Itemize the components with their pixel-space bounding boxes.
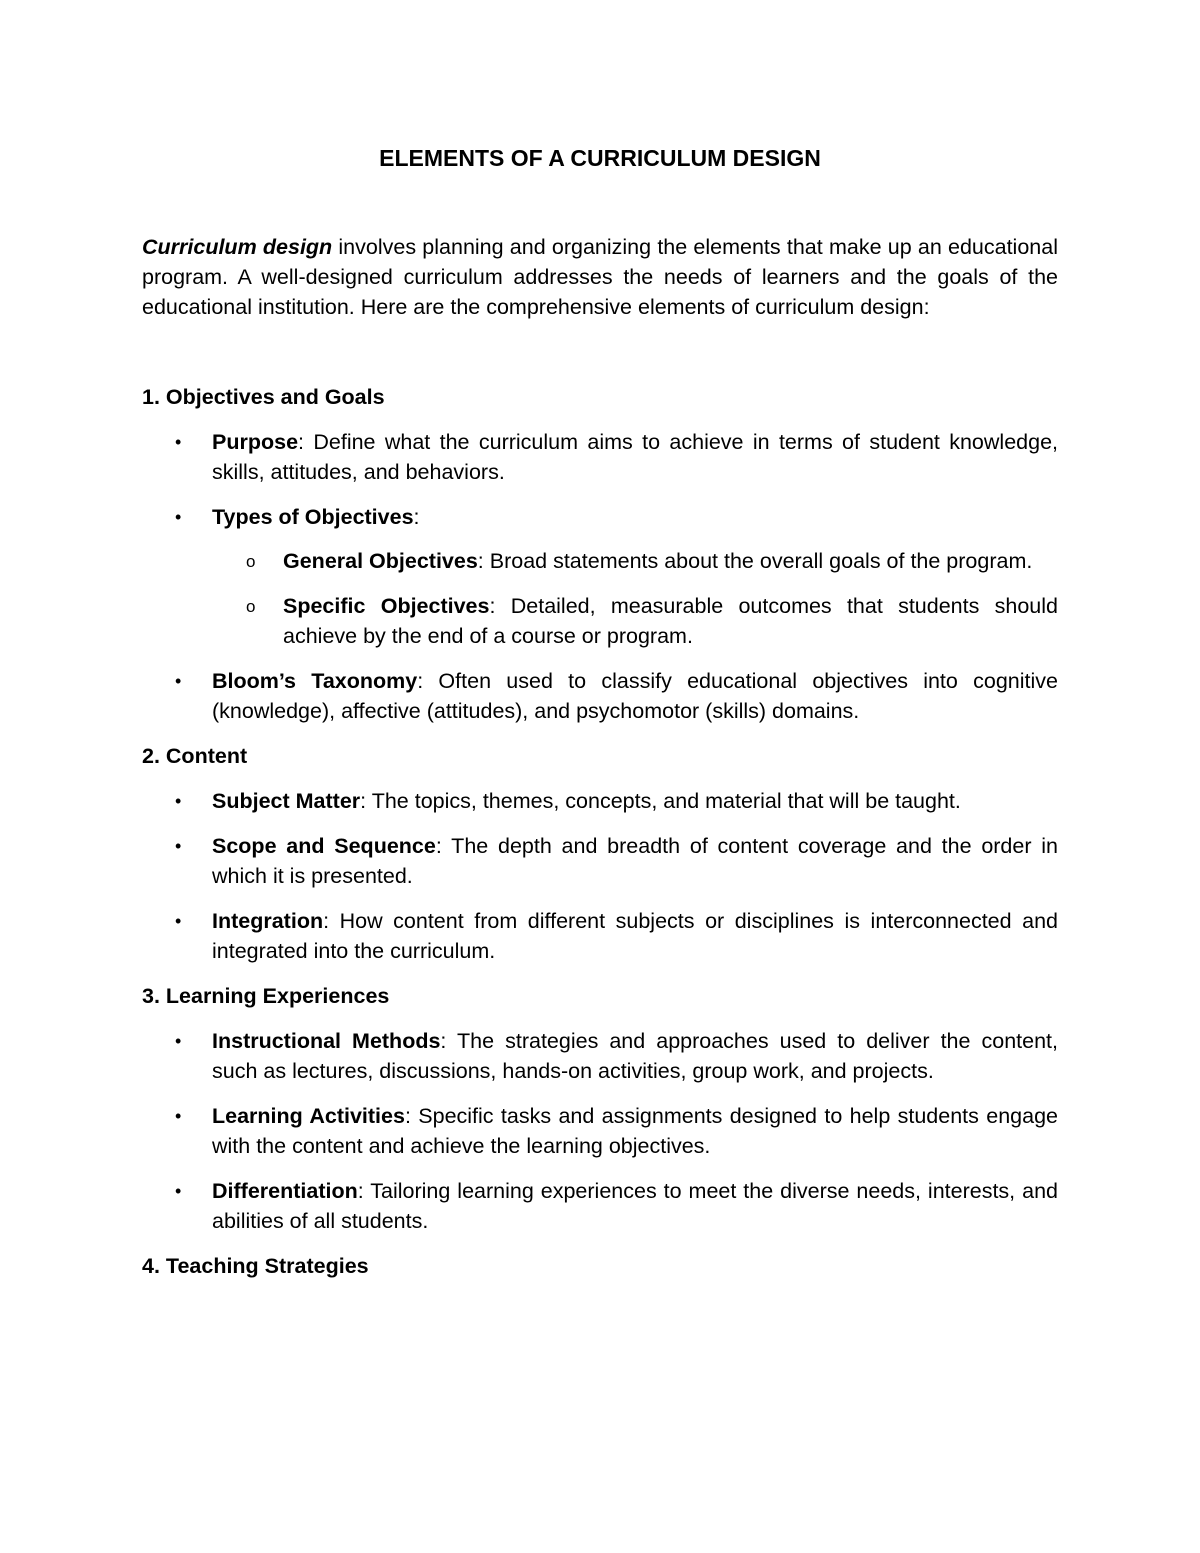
item-term: Scope and Sequence bbox=[212, 834, 436, 858]
bullet-list bbox=[142, 1026, 1058, 1236]
section-heading: 4. Teaching Strategies bbox=[142, 1254, 369, 1278]
section-heading: 1. Objectives and Goals bbox=[142, 385, 385, 409]
bullet-icon: • bbox=[175, 1181, 182, 1201]
list-item bbox=[142, 831, 1058, 891]
item-term: Bloom’s Taxonomy bbox=[212, 669, 418, 693]
sub-list-item bbox=[212, 591, 1058, 651]
list-item bbox=[142, 1026, 1058, 1086]
item-term: Subject Matter bbox=[212, 789, 361, 813]
section-3 bbox=[142, 981, 1058, 1236]
item-term: Types of Objectives bbox=[212, 505, 414, 529]
section-heading: 2. Content bbox=[142, 744, 248, 768]
list-item bbox=[142, 1176, 1058, 1236]
subitem-term: Specific Objectives bbox=[283, 594, 490, 618]
bullet-list bbox=[142, 786, 1058, 966]
section-1 bbox=[142, 382, 1058, 726]
item-term: Integration bbox=[212, 909, 324, 933]
list-item bbox=[142, 786, 1058, 816]
bullet-icon: • bbox=[175, 432, 182, 452]
section-2 bbox=[142, 741, 1058, 966]
list-item bbox=[142, 502, 1058, 651]
sub-bullet-list bbox=[212, 546, 1058, 651]
item-text: : How content from different subjects or disciplines is interconnected and integrated into the curriculum. bbox=[212, 909, 1058, 963]
document-body bbox=[142, 142, 1058, 1296]
item-term: Instructional Methods bbox=[212, 1029, 441, 1053]
item-text: : The topics, themes, concepts, and material that will be taught. bbox=[360, 789, 961, 813]
item-term: Differentiation bbox=[212, 1179, 358, 1203]
subitem-term: General Objectives bbox=[283, 549, 478, 573]
item-text: : The depth and breadth of content coverage and the order in which it is presented. bbox=[212, 834, 1058, 888]
intro-term: Curriculum design bbox=[142, 235, 333, 259]
subitem-text: : Detailed, measurable outcomes that students should achieve by the end of a course or program. bbox=[283, 594, 1058, 648]
list-item bbox=[142, 666, 1058, 726]
sub-list-item bbox=[212, 546, 1058, 576]
bullet-icon: • bbox=[175, 671, 182, 691]
item-term: Purpose bbox=[212, 430, 299, 454]
list-item bbox=[142, 906, 1058, 966]
document-title: ELEMENTS OF A CURRICULUM DESIGN bbox=[379, 145, 821, 171]
list-item bbox=[142, 427, 1058, 487]
list-item bbox=[142, 1101, 1058, 1161]
circle-bullet-icon: o bbox=[246, 597, 256, 616]
intro-paragraph bbox=[142, 232, 1058, 322]
circle-bullet-icon: o bbox=[246, 552, 256, 571]
item-text: : Often used to classify educational objectives into cognitive (knowledge), affective (attitudes), and psychomotor (skills) domains. bbox=[212, 669, 1058, 723]
bullet-icon: • bbox=[175, 507, 182, 527]
section-heading: 3. Learning Experiences bbox=[142, 984, 390, 1008]
item-text: : The strategies and approaches used to deliver the content, such as lectures, discussions, hands-on activities, group work, and projects. bbox=[212, 1029, 1058, 1083]
sections-container bbox=[142, 382, 1058, 1281]
bullet-icon: • bbox=[175, 911, 182, 931]
item-text: : bbox=[413, 505, 420, 529]
bullet-icon: • bbox=[175, 791, 182, 811]
bullet-icon: • bbox=[175, 1106, 182, 1126]
bullet-icon: • bbox=[175, 1031, 182, 1051]
item-text: : Specific tasks and assignments designed to help students engage with the content and achieve the learning objectives. bbox=[212, 1104, 1059, 1158]
item-term: Learning Activities bbox=[212, 1104, 405, 1128]
item-text: : Define what the curriculum aims to achieve in terms of student knowledge, skills, attitudes, and behaviors. bbox=[212, 430, 1058, 484]
item-text: : Tailoring learning experiences to meet the diverse needs, interests, and abilities of all students. bbox=[212, 1179, 1058, 1233]
bullet-list bbox=[142, 427, 1058, 726]
bullet-icon: • bbox=[175, 836, 182, 856]
subitem-text: : Broad statements about the overall goals of the program. bbox=[477, 549, 1033, 573]
section-4 bbox=[142, 1251, 1058, 1281]
intro-text: involves planning and organizing the elements that make up an educational program. A well-designed curriculum addresses the needs of learners and the goals of the educational institution. Here are the comprehensive elements of curriculum design: bbox=[142, 235, 1058, 319]
